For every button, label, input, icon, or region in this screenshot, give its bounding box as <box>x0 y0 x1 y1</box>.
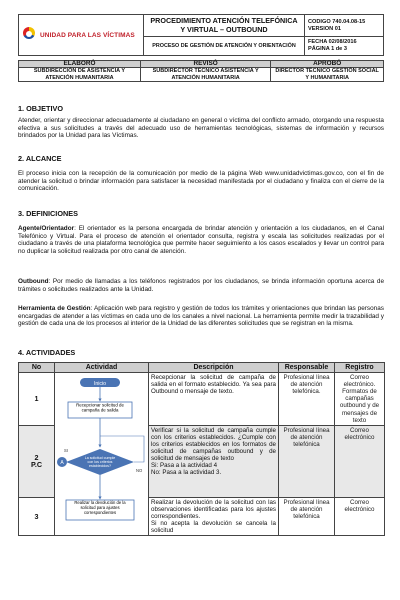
row-record: Correo electrónico <box>335 425 385 497</box>
alcance-text: El proceso inicia con la recepción de la comunicación por medio de la página Web www.unidadvictimas.gov.co, con el fin de atender la solicitud o brindar información para satisfacer la necesidad manifestada por el ciudadano y finaliza con el cierre de la comunicación. <box>18 170 384 193</box>
row-number: 2 P.C <box>19 425 55 497</box>
section-actividades-heading: 4. ACTIVIDADES <box>18 348 76 357</box>
connector-label: A <box>60 460 64 466</box>
row-responsible: Profesional línea de atención telefónica <box>279 425 335 497</box>
decision-label: La solicitud cumple con los criterios establecidos? <box>84 455 116 469</box>
objetivo-text: Atender, orientar y direccionar adecuadamente al ciudadano en general o víctima del conflicto armado, otorgando una respuesta efectiva a sus solicitudes a través del adecuado uso de herramientas tecnológicas, sistemas de información y recursos brindados por la Unidad para las Víctimas. <box>18 117 384 140</box>
row-description: Recepcionar la solicitud de campaña de salida en el formato establecido. Ya sea para Outbound o mensaje de texto. <box>149 373 279 426</box>
shield-icon <box>22 27 36 43</box>
col-actividad: Actividad <box>55 363 149 373</box>
start-label: Inicio <box>93 380 107 387</box>
document-title: PROCEDIMIENTO ATENCIÓN TELEFÓNICA Y VIRTUAL – OUTBOUND <box>144 15 305 37</box>
definition-outbound: Outbound: Por medio de llamadas a los teléfonos registrados por los ciudadanos, se brinda información oportuna acerca de trámites o solicitudes realizados ante la Unidad. <box>18 278 384 293</box>
row-record: Correo electrónico <box>335 497 385 535</box>
definition-herramienta: Herramienta de Gestión: Aplicación web para registro y gestión de todos los trámites y orientaciones que brindan las personas encargadas de atender a las víctimas en cada uno de los canales a nivel nacional. La herramienta permite medir la trazabilidad y gestión de cada una de los procesos al interior de la Unidad de las diferentes solicitudes que se registran en la misma. <box>18 305 384 328</box>
aprobo-value: DIRECTOR TÉCNICO GESTIÓN SOCIAL Y HUMANITARIA <box>271 68 384 82</box>
unidad-victimas-logo <box>22 27 140 43</box>
elaboro-header: ELABORÓ <box>19 61 141 68</box>
row-responsible: Profesional línea de atención telefónica. <box>279 373 335 426</box>
process-name: PROCESO DE GESTIÓN DE ATENCIÓN Y ORIENTACIÓN <box>144 37 305 56</box>
reviso-header: REVISÓ <box>140 61 270 68</box>
step1-label: Recepcionar solicitud de campaña de salida <box>76 402 124 413</box>
date-page-block: FECHA 02/08/2016 PÁGINA 1 de 3 <box>305 37 384 56</box>
row-responsible: Profesional línea de atención telefónica <box>279 497 335 535</box>
col-no: No <box>19 363 55 373</box>
document-header <box>18 14 384 56</box>
row-record: Correo electrónico. Formatos de campañas outbound y de mensajes de texto <box>335 373 385 426</box>
aprobo-header: APROBÓ <box>271 61 384 68</box>
row-number: 3 <box>19 497 55 535</box>
col-descripcion: Descripción <box>149 363 279 373</box>
no-label: NO <box>136 468 143 473</box>
row-description: Verificar si la solicitud de campaña cumple con los criterios establecidos. ¿Cumple con los criterios establecidos en los formatos de solicitud de campañas outbound y de solicitud de mensajes de texto Si: Pasa a la actividad 4 No: Pasa a la actividad 3. <box>149 425 279 497</box>
col-responsable: Responsable <box>279 363 335 373</box>
logo-text: UNIDAD PARA LAS VÍCTIMAS <box>40 31 135 39</box>
row-number: 1 <box>19 373 55 426</box>
section-alcance-heading: 2. ALCANCE <box>18 154 62 163</box>
activity-flowchart <box>54 372 148 530</box>
reviso-value: SUBDIRECTOR TÉCNICO ASISTENCIA Y ATENCIÓN HUMANITARIA <box>140 68 270 82</box>
col-registro: Registro <box>335 363 385 373</box>
step3-label: Realizar la devolución de la solicitud para ajustes correspondientes <box>74 500 126 515</box>
yes-label: SI <box>64 448 68 453</box>
code-block: CODIGO 740.04.08-15 VERSION 01 <box>305 15 384 37</box>
approval-table <box>18 60 384 82</box>
section-objetivo-heading: 1. OBJETIVO <box>18 104 64 113</box>
logo-cell <box>19 15 144 56</box>
row-description: Realizar la devolución de la solicitud con las observaciones identificadas para los ajustes correspondientes. Si no acepta la devolución se cancela la solicitud <box>149 497 279 535</box>
definition-agente: Agente/Orientador: El orientador es la persona encargada de brindar atención y orientación a los ciudadanos, en el Canal Telefónico y Virtual. Para el proceso de atención el orientador consulta, registra y escala las solicitudes realizadas por el ciudadano a través de una plataforma tecnológica que permite hacer seguimiento a los casos escalados y llevar un control para no duplicar la solicitud realizada por otro canal de atención. <box>18 225 384 256</box>
section-definiciones-heading: 3. DEFINICIONES <box>18 209 79 218</box>
elaboro-value: SUBDIRECCIÓN DE ASISTENCIA Y ATENCIÓN HUMANITARIA <box>19 68 141 82</box>
